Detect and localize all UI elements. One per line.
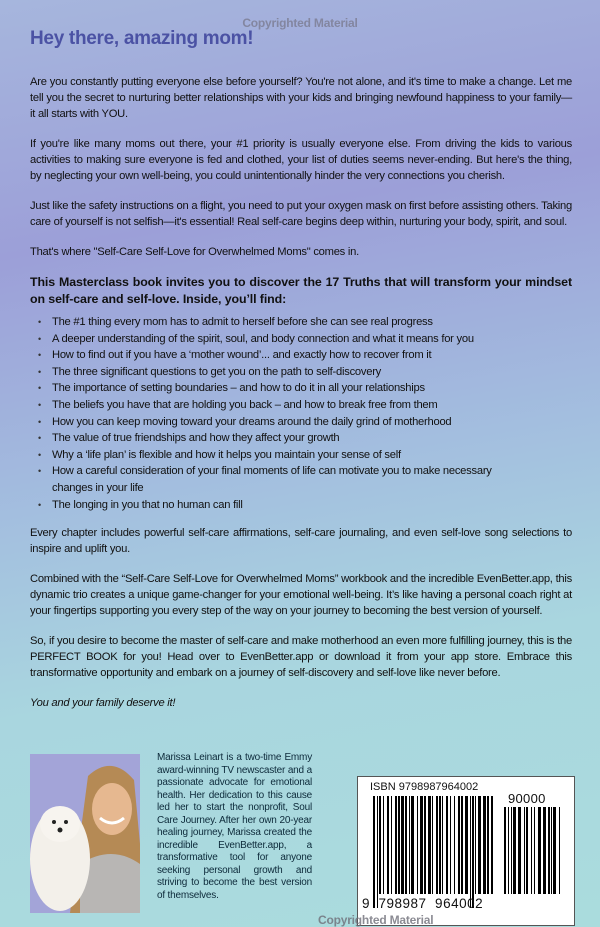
barcode-bar bbox=[524, 807, 525, 894]
barcode-bar bbox=[436, 796, 438, 894]
barcode-bar bbox=[483, 796, 486, 894]
list-item: • The beliefs you have that are holding you back – and how to break free from them bbox=[38, 397, 518, 414]
barcode-bar bbox=[511, 807, 512, 894]
paragraph-2: If you're like many moms out there, your #1 priority is usually everyone else. From driving the kids to various activities to making sure everyone is fed and clothed, your list of duties seems never-ending. But here's the thing, by neglecting your own well-being, you could unintentionally hinder the very connections you cherish. bbox=[30, 138, 572, 182]
isbn-label: ISBN 9798987964002 bbox=[370, 781, 479, 793]
barcode-bar bbox=[442, 796, 443, 894]
paragraph-1: Are you constantly putting everyone else before yourself? You're not alone, and it's time to make a change. Let me tell you the secret to nurturing better relationships with your kids and bringing newfound happiness to your family—it all starts with YOU. bbox=[30, 76, 572, 120]
isbn-barcode bbox=[357, 776, 575, 926]
barcode-bar bbox=[478, 796, 481, 894]
barcode-addon-bars bbox=[504, 807, 560, 908]
main-text-column bbox=[30, 74, 572, 725]
closing-3: So, if you desire to become the master of self-care and make motherhood an even more fulfilling journey, this is the PERFECT BOOK for you! Head over to EvenBetter.app or download it from your app store. Embrace this transformative opportunity and embark on a journey of self-discovery and self-love like never before. bbox=[30, 635, 572, 680]
barcode-bar bbox=[487, 796, 489, 894]
barcode-bar bbox=[383, 796, 384, 894]
author-photo bbox=[30, 754, 140, 913]
barcode-bar bbox=[391, 796, 392, 894]
list-item: • A deeper understanding of the spirit, soul, and body connection and what it means for you bbox=[38, 331, 518, 348]
list-item: • Why a ‘life plan’ is flexible and how it helps you maintain your sense of self bbox=[38, 447, 518, 464]
barcode-bar bbox=[508, 807, 509, 894]
closing-2: Combined with the “Self-Care Self-Love for Overwhelmed Moms” workbook and the incredible EvenBetter.app, this dynamic trio creates a unique game-changer for your emotional well-being. It’s like having a personal coach right at your fingertips supporting you every step of the way on your journey to becoming the best version of yourself. bbox=[30, 573, 572, 618]
barcode-bar bbox=[387, 796, 389, 894]
barcode-bar bbox=[551, 807, 552, 894]
page-heading: Hey there, amazing mom! bbox=[30, 28, 254, 49]
barcode-bar bbox=[409, 796, 410, 894]
barcode-bar bbox=[526, 807, 528, 894]
closing-1: Every chapter includes powerful self-care affirmations, self-care journaling, and even self-love song selections to inspire and uplift you. bbox=[30, 527, 572, 556]
barcode-bar bbox=[398, 796, 400, 894]
barcode-bar bbox=[405, 796, 407, 894]
truths-list bbox=[38, 314, 518, 513]
barcode-bar bbox=[450, 796, 451, 894]
barcode-bar bbox=[538, 807, 541, 894]
barcode-bar bbox=[553, 807, 556, 894]
barcode-bar bbox=[465, 796, 468, 894]
barcode-bar bbox=[401, 796, 404, 894]
barcode-bar bbox=[559, 807, 560, 894]
list-item: • How to find out if you have a ‘mother wound’... and exactly how to recover from it bbox=[38, 347, 518, 364]
barcode-bar bbox=[475, 796, 476, 894]
paragraph-3: Just like the safety instructions on a flight, you need to put your oxygen mask on first before assisting others. Taking care of yourself is not selfish—it's essential! Real self-care begins deep within, nurturing your body, spirit, and soul. bbox=[30, 200, 572, 228]
list-item: • The three significant questions to get you on the path to self-discovery bbox=[38, 364, 518, 381]
list-item: • How a careful consideration of your final moments of life can motivate you to make necessary changes in your life bbox=[38, 463, 492, 496]
barcode-bar bbox=[534, 807, 535, 894]
tagline: You and your family deserve it! bbox=[30, 697, 176, 710]
barcode-bar bbox=[411, 796, 414, 894]
barcode-addon: 90000 bbox=[508, 791, 546, 806]
barcode-bar bbox=[518, 807, 521, 894]
barcode-bar bbox=[417, 796, 418, 894]
barcode-bar bbox=[424, 796, 426, 894]
list-item: • The importance of setting boundaries – and how to do it in all your relationships bbox=[38, 380, 518, 397]
watermark-bottom: Copyrighted Material bbox=[318, 913, 434, 927]
barcode-bar bbox=[472, 796, 474, 908]
barcode-bar bbox=[446, 796, 448, 894]
barcode-bar bbox=[461, 796, 463, 894]
list-item: • How you can keep moving toward your dreams around the daily grind of motherhood bbox=[38, 414, 518, 431]
barcode-bar bbox=[513, 807, 516, 894]
intro-bold: This Masterclass book invites you to discover the 17 Truths that will transform your mindset on self-care and self-love. Inside, you’ll find: bbox=[30, 275, 572, 306]
barcode-bar bbox=[548, 807, 550, 894]
list-item: • The #1 thing every mom has to admit to herself before she can see real progress bbox=[38, 314, 518, 331]
list-item: • The longing in you that no human can fill bbox=[38, 497, 518, 514]
paragraph-4: That's where "Self-Care Self-Love for Overwhelmed Moms" comes in. bbox=[30, 246, 359, 258]
barcode-bar bbox=[379, 796, 381, 894]
barcode-bar bbox=[420, 796, 423, 894]
barcode-bar bbox=[470, 796, 471, 908]
barcode-bar bbox=[428, 796, 431, 894]
barcode-digits: 9 798987 964002 bbox=[362, 896, 484, 911]
barcode-bar bbox=[432, 796, 433, 894]
barcode-bars bbox=[373, 796, 493, 908]
barcode-bar bbox=[531, 807, 532, 894]
barcode-bar bbox=[543, 807, 546, 894]
barcode-bar bbox=[395, 796, 397, 894]
barcode-bar bbox=[377, 796, 378, 908]
list-item: • The value of true friendships and how they affect your growth bbox=[38, 430, 518, 447]
barcode-bar bbox=[458, 796, 460, 894]
barcode-bar bbox=[454, 796, 455, 894]
author-bio: Marissa Leinart is a two-time Emmy award-winning TV newscaster and a passionate advocate for emotional health. Her dedication to this cause led her to start the nonprofit, Soul Care Journey. After her own 20-year healing journey, Marissa created the incredible EvenBetter.app, a transformative tool for anyone seeking personal growth and striving to become the best version of themselves. bbox=[157, 752, 312, 901]
barcode-bar bbox=[439, 796, 441, 894]
barcode-bar bbox=[504, 807, 506, 894]
barcode-bar bbox=[491, 796, 493, 894]
barcode-bar bbox=[373, 796, 375, 908]
watermark-top: Copyrighted Material bbox=[242, 16, 358, 30]
